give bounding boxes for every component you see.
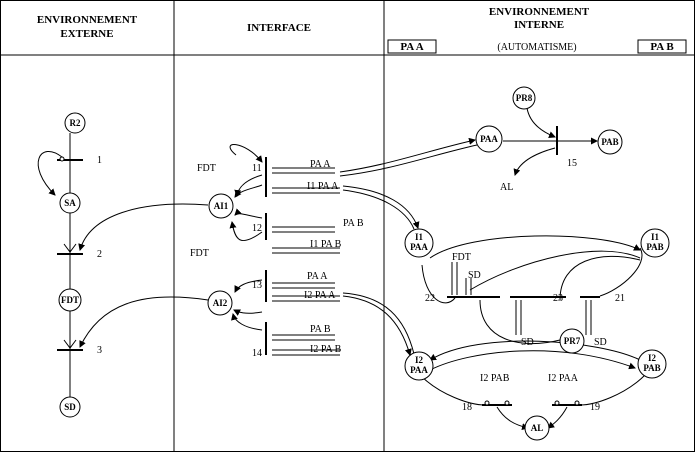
transition-3-label: 3 (97, 345, 102, 356)
place-r2-label: R2 (69, 118, 81, 128)
msg-11b: I1 PA A (307, 181, 339, 192)
transition-15-label: 15 (567, 158, 577, 169)
header-env-externe-2: EXTERNE (60, 28, 114, 40)
place-ai2-label: AI2 (212, 298, 228, 308)
place-i1-paa-label-1: I1 (414, 232, 424, 242)
header-env-externe-1: ENVIRONNEMENT (36, 14, 138, 26)
place-pr7 (560, 329, 584, 353)
transition-18-label: 18 (462, 402, 472, 413)
place-i1-pab (641, 229, 669, 257)
msg-13b: I2 PA A (304, 290, 336, 301)
transition-22-label: 22 (425, 293, 435, 304)
msg-14b: I2 PA B (310, 344, 342, 355)
external-net (38, 133, 208, 397)
place-fdt-label: FDT (61, 295, 79, 305)
place-pr7-label: PR7 (563, 336, 581, 346)
header-env-interne-1: ENVIRONNEMENT (488, 6, 590, 18)
msg-12a: PA B (343, 218, 364, 229)
place-pr8 (513, 87, 535, 109)
header-pa-b: PA B (650, 41, 674, 53)
header-automatisme: (AUTOMATISME) (497, 42, 577, 53)
label-fdt-11: FDT (197, 163, 216, 174)
transition-23-label: 23 (553, 293, 563, 304)
place-al (525, 416, 549, 440)
transition-2-label: 2 (97, 249, 102, 260)
msg-13a: PA A (307, 271, 328, 282)
header-interface: INTERFACE (247, 22, 311, 34)
place-pab-label: PAB (601, 137, 619, 147)
place-i2-paa-label-2: PAA (410, 365, 428, 375)
place-i2-paa (405, 352, 433, 380)
transition-12-label: 12 (252, 223, 262, 234)
msg-14a: PA B (310, 324, 331, 335)
place-i2-pab-label-2: PAB (643, 363, 661, 373)
place-ai1 (209, 194, 233, 218)
transition-21-label: 21 (615, 293, 625, 304)
place-i1-paa-label-2: PAA (410, 242, 428, 252)
place-i1-pab-label-2: PAB (646, 242, 664, 252)
place-r2 (65, 113, 85, 133)
place-pab (598, 130, 622, 154)
label-sd-22: SD (468, 270, 481, 281)
place-i2-pab-label-1: I2 (647, 353, 657, 363)
label-i2pab-18: I2 PAB (480, 373, 510, 384)
transition-14-label: 14 (252, 348, 262, 359)
place-ai1-label: AI1 (213, 201, 229, 211)
header-env-interne-2: INTERNE (513, 19, 565, 31)
header-pa-a: PA A (400, 41, 424, 53)
place-i1-paa (405, 229, 433, 257)
label-sd-23: SD (521, 337, 534, 348)
place-sd-label: SD (64, 402, 76, 412)
place-sa-label: SA (64, 198, 76, 208)
place-paa (476, 126, 502, 152)
msg-11a: PA A (310, 159, 331, 170)
place-al-label: AL (530, 423, 544, 433)
transition-19-label: 19 (590, 402, 600, 413)
label-sd-21: SD (594, 337, 607, 348)
label-al-15: AL (500, 182, 514, 193)
place-paa-label: PAA (480, 134, 498, 144)
place-i2-paa-label-1: I2 (414, 355, 424, 365)
msg-12b: I1 PA B (310, 239, 342, 250)
transition-11-label: 11 (252, 163, 262, 174)
label-fdt-22: FDT (452, 252, 471, 263)
label-fdt-12: FDT (190, 248, 209, 259)
label-i2paa-19: I2 PAA (548, 373, 578, 384)
transition-1-label: 1 (97, 155, 102, 166)
place-i2-pab (638, 350, 666, 378)
place-sd (60, 397, 80, 417)
transition-13-label: 13 (252, 280, 262, 291)
place-pr8-label: PR8 (515, 93, 533, 103)
place-ai2 (208, 291, 232, 315)
place-sa (60, 193, 80, 213)
place-fdt (59, 289, 81, 311)
internal-net (420, 108, 645, 428)
place-i1-pab-label-1: I1 (650, 232, 660, 242)
